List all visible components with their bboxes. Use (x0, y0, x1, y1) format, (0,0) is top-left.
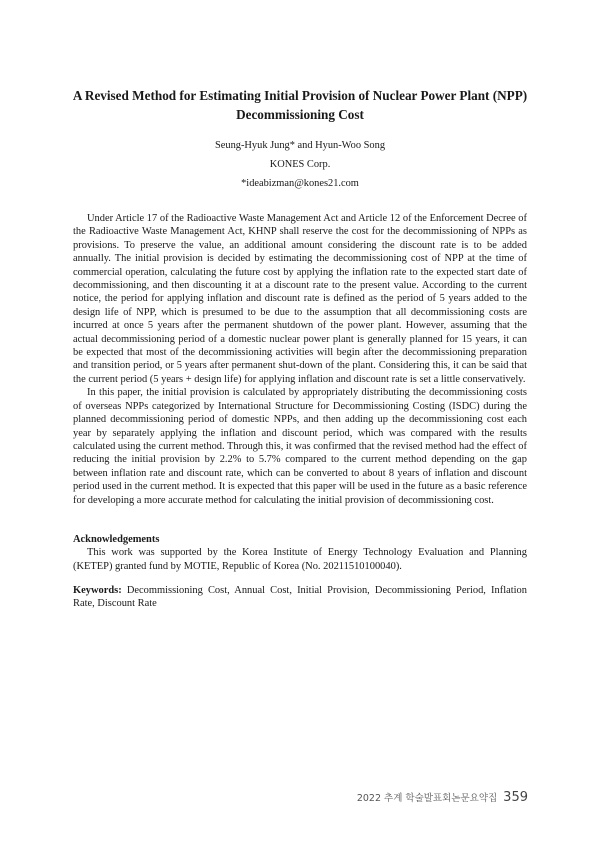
authors: Seung-Hyuk Jung* and Hyun-Woo Song (214, 140, 386, 151)
abstract-paragraph-2: In this paper, the initial provision is calculated by appropriately distributing the decommissioning costs of overseas NPPs categorized by International Structure for Decommissioning Costing (ISDC) during the planned decommissioning period of domestic NPPs, and then adding up the decommissioning cost each year by separately applying the inflation and discount period, which was compared with the results calculated using the current method. Through this, it was confirmed that the revised method had the effect of reducing the initial provision by 2.2% to 5.7% compared to the current method depending on the gap between inflation rate and discount rate, which can be converted to about 8 years of inflation and discount period used in the current method. It is expected that this paper will be used in the future as a basic reference for developing a more accurate method for calculating the initial provision of decommissioning cost. (73, 387, 527, 506)
keywords-label: Keywords: (73, 585, 122, 596)
proceedings-title: 2022 추계 학술발표회논문요약집 (356, 793, 498, 804)
acknowledgements-text: This work was supported by the Korea Institute of Energy Technology Evaluation and Planning (KETEP) granted fund by MOTIE, Republic of Korea (No. 20211510100040). (73, 547, 527, 572)
page-footer (357, 790, 528, 805)
acknowledgements-heading: Acknowledgements (73, 534, 160, 545)
keywords-text: Decommissioning Cost, Annual Cost, Initial Provision, Decommissioning Period, Inflation Rate, Discount Rate (73, 585, 527, 610)
email: *ideabizman@kones21.com (241, 178, 359, 189)
abstract-paragraph-1: Under Article 17 of the Radioactive Waste Management Act and Article 12 of the Enforcement Decree of the Radioactive Waste Management Act, KHNP shall reserve the cost for the decommissioning of NPPs as provisions. To preserve the value, an additional amount considering the discount rate is to be added annually. The initial provision is decided by estimating the decommissioning cost of NPP at the time of commercial operation, calculating the future cost by applying the inflation rate to the expected start date of decommissioning, and then discounting it at a discount rate to the present value. According to the current notice, the period for applying inflation and discount rate is defined as the period of 5 years added to the design life of NPP, which is presumed to be due to the assumption that all decommissioning costs are incurred at once 5 years after the permanent shutdown of the power plant. However, assuming that the actual decommissioning period of a domestic nuclear power plant is generally planned for 15 years, it can be expected that most of the decommissioning activities will begin after the decommissioning preparation and transition period, or 5 years after permanent shut-down of the plant. Considering this, it can be said that the current period (5 years + design life) for applying inflation and discount rate is set a little conservatively. (73, 213, 527, 385)
paper-title: A Revised Method for Estimating Initial Provision of Nuclear Power Plant (NPP) Decommissioning Cost (72, 88, 528, 122)
keywords-section (73, 584, 527, 611)
abstract (73, 212, 527, 507)
page-number: 359 (503, 790, 528, 805)
acknowledgements-section (73, 533, 527, 573)
affiliation: KONES Corp. (269, 159, 331, 170)
